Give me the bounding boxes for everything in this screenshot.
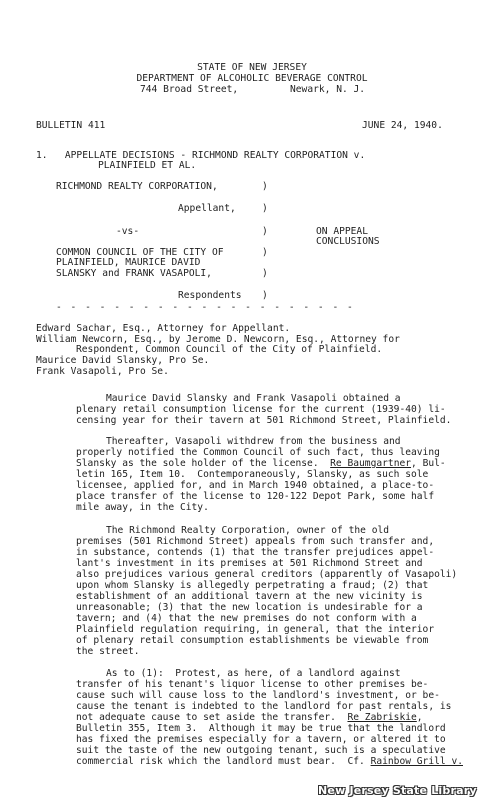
caption-bracket: ) [262,247,268,258]
caption-respondent-line1: COMMON COUNCIL OF THE CITY OF [56,247,224,258]
body-text-line: of plenary retail consumption establishments be viewable from [76,635,429,646]
counsel-line: Frank Vasapoli, Pro Se. [36,366,169,377]
caption-divider: - - - - - - - - - - - - - - - - - - - - - [56,302,355,313]
body-text-line: has fixed the premises especially for a tavern, or altered it to [76,734,446,745]
body-text-line: licensee, applied for, and in March 1940 obtained, a place-to- [76,480,435,491]
body-text-line: suit the taste of the new outgoing tenant, such is a speculative [76,745,446,756]
body-text-line [76,458,446,469]
body-text-line: transfer of his tenant's liquor license to other premises be- [76,679,429,690]
body-text-line: unreasonable; (3) that the new location is undesirable for a [76,602,423,613]
caption-bracket: ) [262,181,268,192]
body-text-line [76,712,423,723]
body-text-line: As to (1): Protest, as here, of a landlord against [106,668,401,679]
body-text-line: lant's investment in its premises at 501 Richmond Street and [76,558,423,569]
caption-respondent-line3: SLANSKY and FRANK VASAPOLI, [56,268,212,279]
body-text-segment: , [416,712,423,723]
body-text-line: in substance, contends (1) that the transfer prejudices appel- [76,547,435,558]
body-text-line: properly notified the Common Council of such fact, thus leaving [76,447,440,458]
counsel-line: Edward Sachar, Esq., Attorney for Appellant. [36,323,291,334]
body-text-line: establishment of an additional tavern at the new vicinity is [76,591,423,602]
counsel-line: William Newcorn, Esq., by Jerome D. Newcorn, Esq., Attorney for [36,334,400,345]
caption-versus: -vs- [116,226,140,237]
body-text-line: The Richmond Realty Corporation, owner of the old [106,525,390,536]
header-address: 744 Broad Street, [140,84,239,95]
body-text-segment: , Bul- [411,458,446,469]
body-text-line: Plainfield regulation requiring, in general, that the interior [76,624,435,635]
body-text-line: upon whom Slansky is allegedly perpetrating a fraud; (2) that [76,580,429,591]
body-text-line: cause such will cause loss to the landlord's investment, or be- [76,690,440,701]
case-citation: Re Zabriskie [347,712,417,723]
library-stamp: New Jersey State Library [318,784,477,797]
caption-bracket: ) [262,268,268,279]
caption-respondent-line2: PLAINFIELD, MAURICE DAVID [56,257,201,268]
body-text-segment: commercial risk which the landlord must bear. Cf. [76,756,371,767]
header-city: Newark, N. J. [290,84,366,95]
section-heading: 1. APPELLATE DECISIONS - RICHMOND REALTY CORPORATION v. [36,150,366,161]
body-text-line: also prejudices various general creditors (apparently of Vasapoli) [76,569,458,580]
body-text-line: cause the tenant is indebted to the landlord for past rentals, is [76,701,452,712]
body-text-line: tavern; and (4) that the new premises do not conform with a [76,613,417,624]
body-text-line: letin 165, Item 10. Contemporaneously, Slansky, as such sole [76,469,429,480]
caption-on-appeal: ON APPEAL [316,226,368,237]
caption-appellant-role: Appellant, [178,203,236,214]
body-text-line: Maurice David Slansky and Frank Vasapoli obtained a [106,393,401,404]
caption-bracket: ) [262,290,268,301]
counsel-line: Respondent, Common Council of the City of Plainfield. [76,344,383,355]
body-text-line: place transfer of the license to 120-122 Depot Park, some half [76,491,435,502]
body-text-line [76,756,463,767]
bulletin-date: JUNE 24, 1940. [362,120,443,131]
body-text-line: premises (501 Richmond Street) appeals from such transfer and, [76,536,435,547]
body-text-line: censing year for their tavern at 501 Richmond Street, Plainfield. [76,415,452,426]
body-text-segment: Slansky as the sole holder of the license. [76,458,331,469]
body-text-line: Thereafter, Vasapoli withdrew from the business and [106,436,401,447]
caption-respondent-role: Respondents [178,290,242,301]
body-text-segment: not adequate cause to set aside the transfer. [76,712,348,723]
body-text-line: the street. [76,646,140,657]
bulletin-number: BULLETIN 411 [36,120,106,131]
body-text-line: plenary retail consumption license for the current (1939-40) li- [76,404,446,415]
counsel-line: Maurice David Slansky, Pro Se. [36,355,210,366]
caption-bracket: ) [262,203,268,214]
caption-bracket: ) [262,226,268,237]
header-state: STATE OF NEW JERSEY [197,62,307,73]
case-citation: Re Baumgartner [330,458,412,469]
header-department: DEPARTMENT OF ALCOHOLIC BEVERAGE CONTROL [136,73,368,84]
case-citation: Rainbow Grill v. [370,756,463,767]
section-heading-cont: PLAINFIELD ET AL. [98,160,197,171]
caption-conclusions: CONCLUSIONS [316,236,380,247]
body-text-line: Bulletin 355, Item 3. Although it may be true that the landlord [76,723,446,734]
caption-appellant-name: RICHMOND REALTY CORPORATION, [56,181,218,192]
body-text-line: mile away, in the City. [76,502,209,513]
